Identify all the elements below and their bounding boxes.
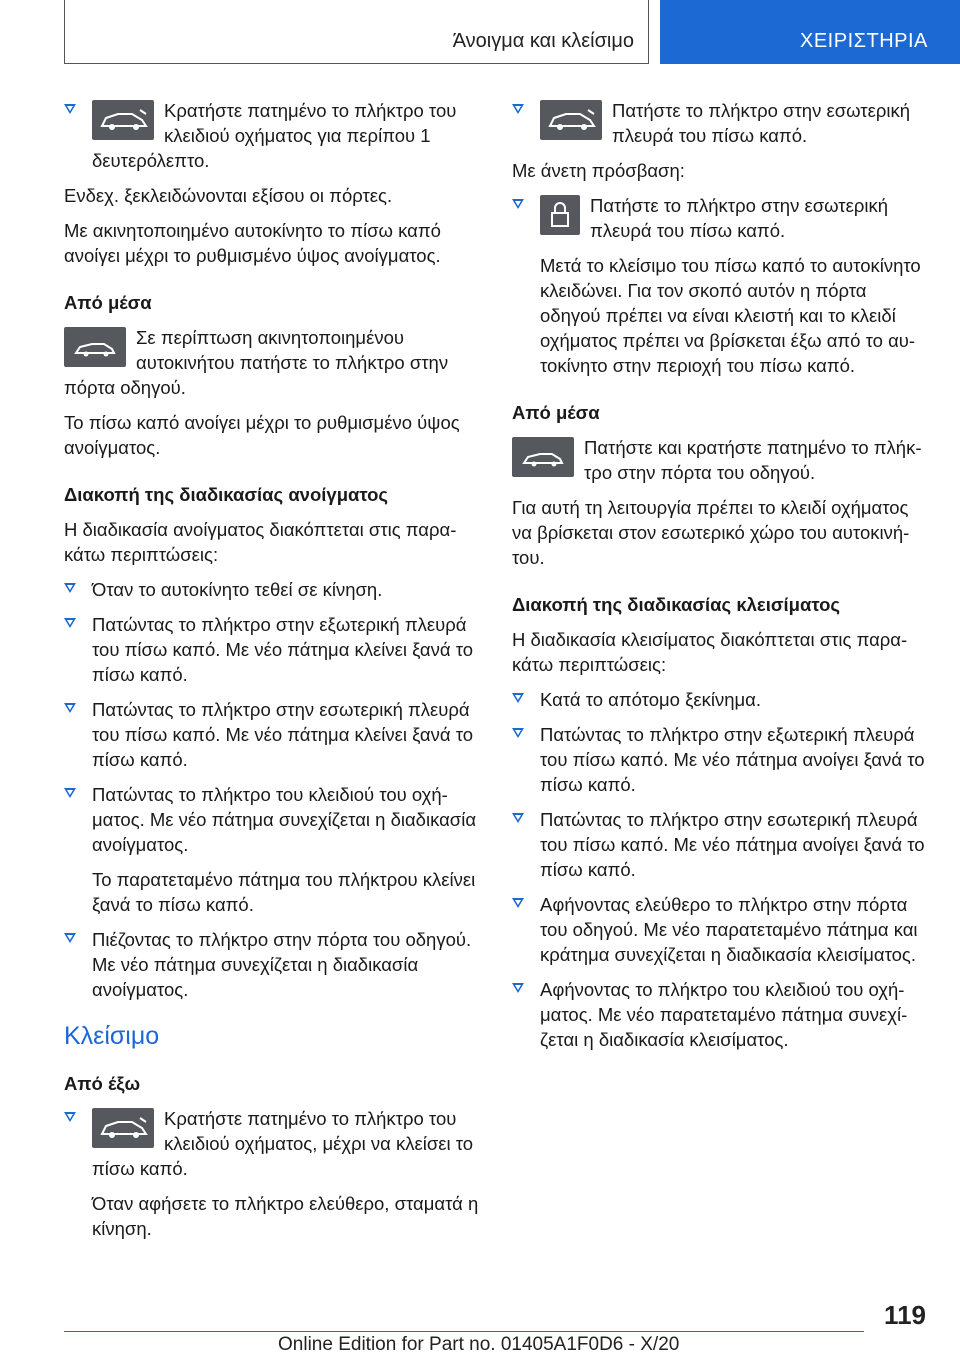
bullet-triangle-icon [64, 583, 76, 593]
paragraph: Σε περίπτωση ακινητοποιημένου αυτοκινήτου πατήστε το πλήκτρο στην πόρτα οδηγού. [64, 327, 449, 398]
list-item [64, 577, 482, 602]
bullet-triangle-icon [512, 104, 524, 114]
bullet-text: Πατώντας το πλήκτρο στην εσωτερική πλευρά του πίσω καπό. Με νέο πάτημα ανοίγει ξανά το πίσω καπό. [540, 809, 925, 880]
bullet-triangle-icon [64, 104, 76, 114]
heading-close: Κλείσιμο [64, 1022, 160, 1050]
bullet-text: Πατώντας το πλήκτρο του κλειδιού του οχήματος. Με νέο πάτημα συνεχίζεται η διαδικασία ανοίγματος. [92, 784, 477, 855]
bullet-text: Όταν το αυτοκίνητο τεθεί σε κίνηση. [92, 579, 383, 600]
door-trunk-button-icon [512, 437, 574, 477]
list-item [512, 687, 930, 712]
right-column [512, 98, 930, 1062]
heading-outside: Από έξω [64, 1073, 141, 1094]
list-item [64, 927, 482, 1002]
icon-paragraph [64, 325, 482, 400]
list-item [64, 98, 482, 173]
bullet-triangle-icon [64, 1112, 76, 1122]
bullet-text: Πατώντας το πλήκτρο στην εσωτερική πλευρά του πίσω καπό. Με νέο πάτημα κλείνει ξανά το πίσω καπό. [92, 699, 474, 770]
header-box [64, 0, 649, 64]
list-item [64, 782, 482, 857]
paragraph: Για αυτή τη λειτουργία πρέπει το κλειδί οχήματος να βρίσκεται στον εσωτερικό χώρο του αυτοκινήτου. [512, 497, 910, 568]
bullet-triangle-icon [64, 618, 76, 628]
list-item [512, 977, 930, 1052]
bullet-triangle-icon [512, 898, 524, 908]
bullet-triangle-icon [512, 813, 524, 823]
footer-edition: Online Edition for Part no. 01405A1F0D6 - X/20 [278, 1334, 680, 1355]
heading-inside: Από μέσα [512, 402, 600, 423]
bullet-text: Αφήνοντας ελεύθερο το πλήκτρο στην πόρτα του οδηγού. Με νέο παρατεταμένο πάτημα και κράτημα συνεχίζεται η διαδικασία κλεισίματος. [540, 894, 918, 965]
bullet-text: Πατώντας το πλήκτρο στην εξωτερική πλευρά του πίσω καπό. Με νέο πάτημα ανοίγει ξανά το πίσω καπό. [540, 724, 925, 795]
bullet-text: Κρατήστε πατημένο το πλήκτρο του κλειδιού οχήματος, μέχρι να κλείσει το πίσω καπό. [92, 1108, 474, 1179]
icon-paragraph [512, 435, 930, 485]
list-item [512, 807, 930, 882]
trunk-car-icon [540, 100, 602, 140]
bullet-triangle-icon [64, 788, 76, 798]
paragraph: Η διαδικασία ανοίγματος διακόπτεται στις παρακάτω περιπτώσεις: [64, 519, 457, 565]
bullet-text: Πιέζοντας το πλήκτρο στην πόρτα του οδηγού. Με νέο πάτημα συνεχίζεται η διαδικασία ανοίγματος. [92, 929, 472, 1000]
list-item [512, 892, 930, 967]
paragraph: Με άνετη πρόσβαση: [512, 160, 685, 181]
list-item [512, 722, 930, 797]
bullet-text: Πατήστε το πλήκτρο στην εσωτερική πλευρά του πίσω καπό. [590, 195, 889, 241]
bullet-triangle-icon [512, 693, 524, 703]
list-item [64, 1106, 482, 1181]
paragraph: Πατήστε και κρατήστε πατημένο το πλήκτρο στην πόρτα του οδηγού. [584, 437, 922, 483]
bullet-subtext: Το παρατεταμένο πάτημα του πλήκτρου κλείνει ξανά το πίσω καπό. [92, 869, 476, 915]
paragraph: Το πίσω καπό ανοίγει μέχρι το ρυθμισμένο ύψος ανοίγματος. [64, 412, 460, 458]
trunk-car-icon [92, 100, 154, 140]
bullet-text: Αφήνοντας το πλήκτρο του κλειδιού του οχήματος. Με νέο παρατεταμένο πάτημα συνεχίζεται η διαδικασία κλεισίματος. [540, 979, 908, 1050]
bullet-triangle-icon [512, 199, 524, 209]
list-item [64, 697, 482, 772]
heading-inside: Από μέσα [64, 292, 152, 313]
bullet-triangle-icon [512, 728, 524, 738]
bullet-triangle-icon [64, 703, 76, 713]
left-column [64, 98, 482, 1251]
chapter-tab[interactable]: ΧΕΙΡΙΣΤΗΡΙΑ [660, 0, 960, 64]
section-title: Άνοιγμα και κλείσιμο [452, 30, 634, 52]
paragraph: Ενδεχ. ξεκλειδώνονται εξίσου οι πόρτες. [64, 185, 393, 206]
bullet-triangle-icon [512, 983, 524, 993]
bullet-text: Πατήστε το πλήκτρο στην εσωτερική πλευρά του πίσω καπό. [612, 100, 911, 146]
lock-icon [540, 195, 580, 235]
paragraph: Η διαδικασία κλεισίματος διακόπτεται στις παρακάτω περιπτώσεις: [512, 629, 908, 675]
door-trunk-button-icon [64, 327, 126, 367]
bullet-text: Κατά το απότομο ξεκίνημα. [540, 689, 761, 710]
bullet-triangle-icon [64, 933, 76, 943]
list-item [64, 612, 482, 687]
list-item [512, 98, 930, 148]
paragraph: Με ακινητοποιημένο αυτοκίνητο το πίσω καπό ανοίγει μέχρι το ρυθμισμένο ύψος ανοίγματος. [64, 220, 441, 266]
heading-interrupt-close: Διακοπή της διαδικασίας κλεισίματος [512, 594, 840, 615]
trunk-car-icon [92, 1108, 154, 1148]
page-number: 119 [884, 1300, 926, 1330]
bullet-subtext: Όταν αφήσετε το πλήκτρο ελεύθερο, σταματά η κίνηση. [92, 1193, 479, 1239]
footer-divider [64, 1331, 864, 1332]
bullet-text: Κρατήστε πατημένο το πλήκτρο του κλειδιού οχήματος για περίπου 1 δευτερόλεπτο. [92, 100, 457, 171]
heading-interrupt-open: Διακοπή της διαδικασίας ανοίγματος [64, 484, 389, 505]
list-item [512, 193, 930, 243]
bullet-text: Πατώντας το πλήκτρο στην εξωτερική πλευρά του πίσω καπό. Με νέο πάτημα κλείνει ξανά το πίσω καπό. [92, 614, 474, 685]
bullet-subtext: Μετά το κλείσιμο του πίσω καπό το αυτοκίνητο κλειδώνει. Για τον σκοπό αυτόν η πόρτα οδηγού πρέπει να είναι κλειστή και το κλειδί οχήματος πρέπει να βρίσκεται έξω από το αυτοκίνητο στην περιοχή του πίσω καπό. [540, 255, 921, 376]
